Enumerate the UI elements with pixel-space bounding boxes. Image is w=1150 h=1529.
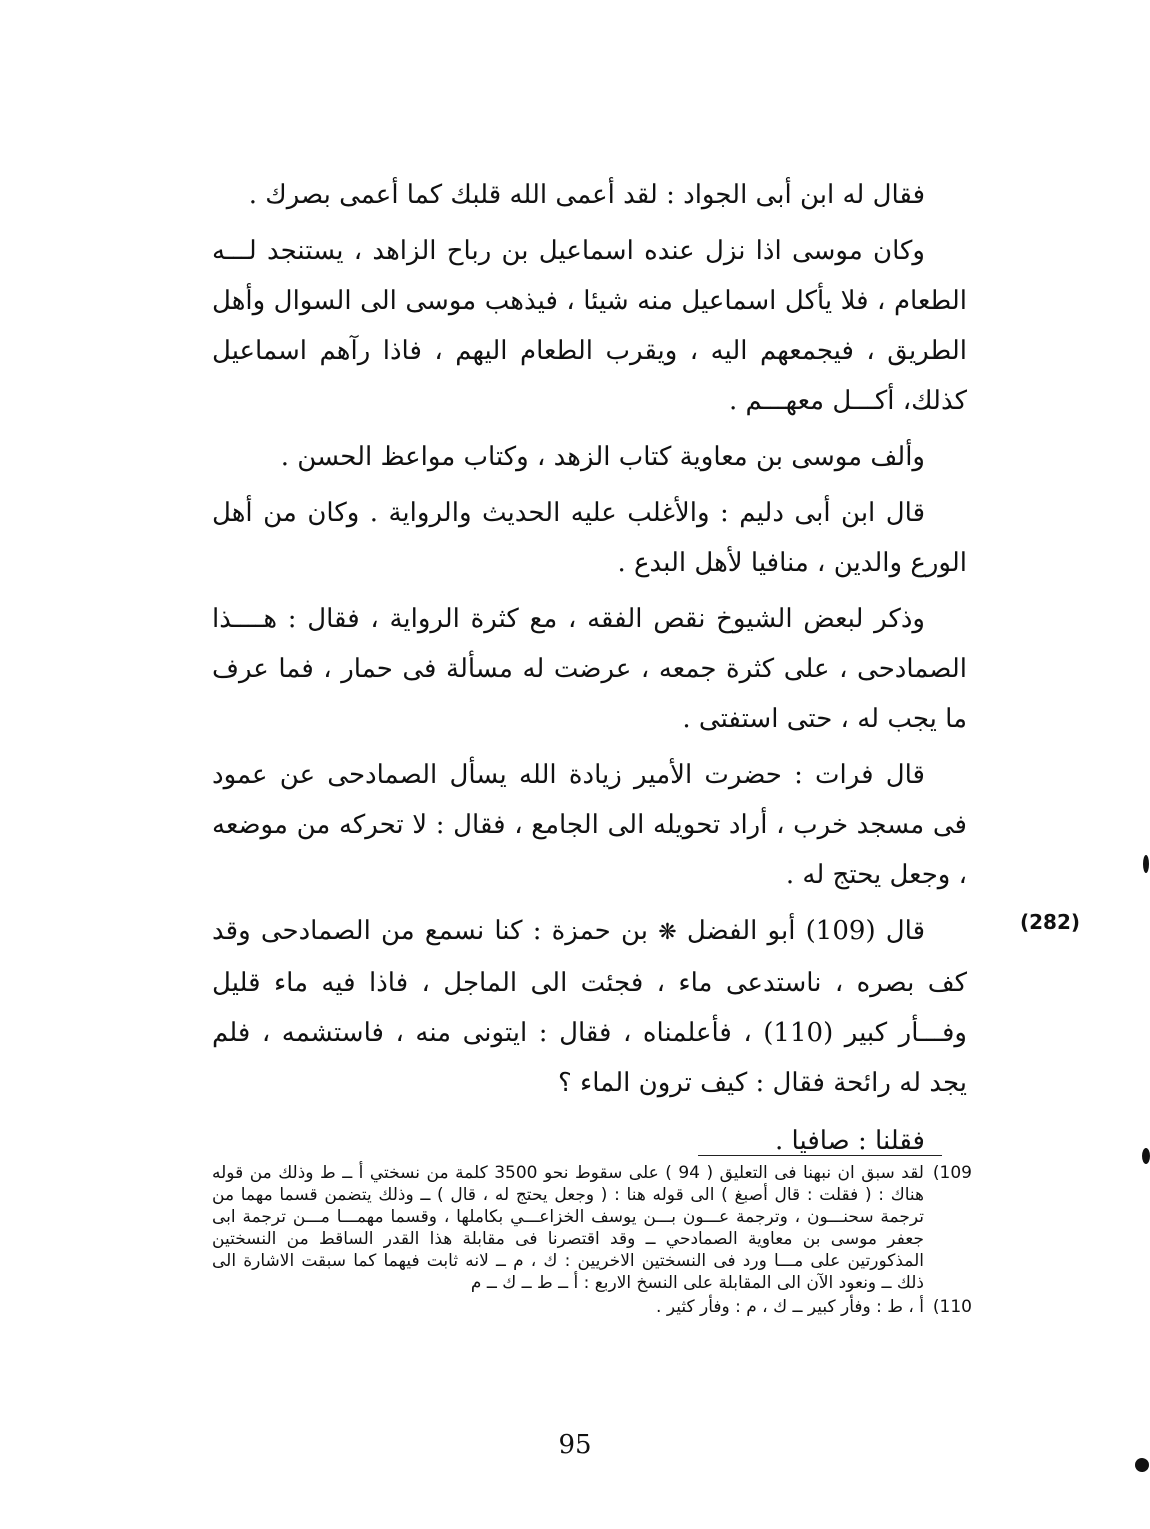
paragraph-7 (212, 906, 967, 1108)
paragraph-4: قال ابن أبى دليم : والأغلب عليه الحديث والرواية . وكان من أهل الورع والدين ، منافيا لأهل البدع . (212, 498, 967, 578)
footnotes (212, 1162, 972, 1320)
paragraph-2: وكان موسى اذا نزل عنده اسماعيل بن رباح الزاهد ، يستنجد لـــه الطعام ، فلا يأكل اسماعيل منه شيئا ، فيذهب موسى الى السوال وأهل الطريق ، فيجمعهم اليه ، ويقرب الطعام اليهم ، فاذا رآهم اسماعيل كذلك، أكـــل معهـــم . (212, 236, 967, 416)
page-number: 95 (558, 1430, 592, 1460)
footnote-text: أ ، ط : وفأر كبير ــ ك ، م : وفأر كثير . (656, 1297, 924, 1317)
footnote-109 (212, 1162, 972, 1294)
paragraph-5: وذكر لبعض الشيوخ نقص الفقه ، مع كثرة الرواية ، فقال : هــــذا الصمادحى ، على كثرة جمعه ، عرضت له مسألة فى حمار ، فما عرف ما يجب له ، حتى استفتى . (212, 604, 967, 734)
paragraph-3: وألف موسى بن معاوية كتاب الزهد ، وكتاب مواعظ الحسن . (280, 442, 925, 472)
footnote-110 (212, 1296, 972, 1318)
main-text (212, 170, 967, 1172)
scan-mark-dot (1142, 1148, 1150, 1164)
asterisk-star-icon: ❋ (658, 920, 677, 945)
paragraph-7-rest: بن حمزة : كنا نسمع من الصمادحى وقد كف بصره ، ناستدعى ماء ، فجئت الى الماجل ، فاذا فيه ماء قليل وفـــأر كبير (110) ، فأعلمناه ، فقال : ايتونى منه ، فاستشمه ، فلم يجد له رائحة فقال : كيف ترون الماء ؟ (212, 916, 967, 1098)
footnote-text: لقد سبق ان نبهنا فى التعليق ( 94 ) على سقوط نحو 3500 كلمة من نسختي أ ــ ط وذلك من قوله هناك : ( فقلت : قال أصبغ ) الى قوله هنا : ( وجعل يحتج له ، قال ) ــ وذلك يتضمن قسما مهما من ترجمة سحنـــون ، وترجمة عـــون بـــن يوسف الخزاعـــي بكاملها ، وقسما مهمـــا مـــن ترجمة ابى جعفر موسى بن معاوية الصمادحي ــ وقد اقتصرنا فى مقابلة هذا القدر الساقط من النسختين المذكورتين على مـــا ورد فى النسختين الاخريين : ك ، م ــ لانه ثابت فيهما كما سبقت الاشارة الى ذلك ــ ونعود الآن الى المقابلة على النسخ الاربع : أ ــ ط ــ ك ــ م (212, 1163, 924, 1293)
footnote-number: (109 (932, 1163, 972, 1183)
footnote-number: (110 (932, 1297, 972, 1317)
paragraph-7-start: قال (109) أبو الفضل (686, 916, 926, 946)
paragraph-6: قال فرات : حضرت الأمير زيادة الله يسأل الصمادحى عن عمود فى مسجد خرب ، أراد تحويله الى الجامع ، فقال : لا تحركه من موضعه ، وجعل يحتج له . (212, 760, 967, 890)
paragraph-1: فقال له ابن أبى الجواد : لقد أعمى الله قلبك كما أعمى بصرك . (248, 180, 925, 210)
footnote-divider (698, 1155, 942, 1156)
scan-mark-dot (1143, 855, 1149, 873)
margin-reference-number: (282) (1020, 910, 1081, 934)
scan-mark-dot (1135, 1458, 1149, 1472)
paragraph-8: فقلنا : صافيا . (775, 1126, 925, 1156)
